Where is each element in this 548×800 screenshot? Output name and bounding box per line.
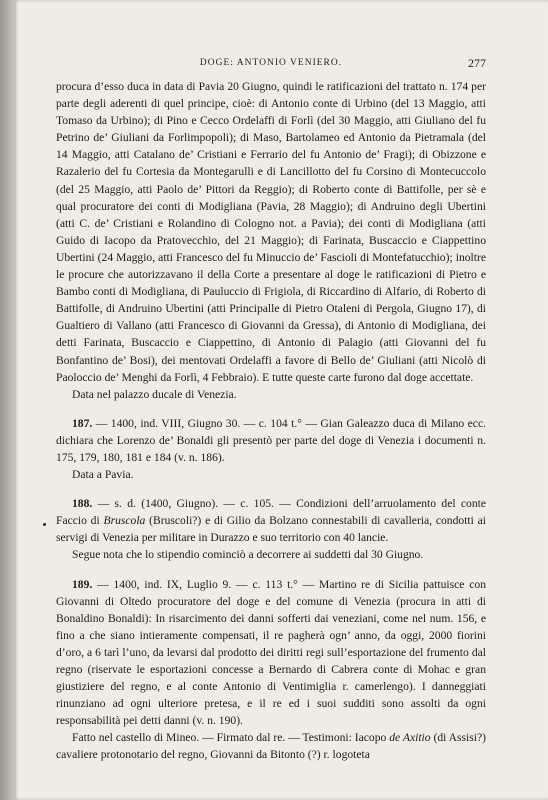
entry-text: — 1400, ind. IX, Luglio 9. — c. 113 t.° — Martino re di Sicilia pattuisce con Giovanni di Oltedo procuratore del doge e del comune di Venezia (procura in atti di Bonaldino Bonaldi): In risarcimento dei danni sofferti dai veneziani, come nel num. 156, e fino a che siano intieramente compensati, il re pagherà ogn’ anno, da oggi, 2000 fiorini d’oro, a 6 tarì l’uno, da levarsi dal prodotto dei diritti regi sull’esportazione del frumento dal regno (riservate le esportazioni concesse a Bernardo di Cabrera conte di Mohac e gran giustiziere del regno, e al conte Antonio di Ventimiglia r. camerlengo). I danneggiati rinunziano ad ogni ulteriore pretesa, e il re ed i suoi sudditi sono assolti da ogni responsabilità pei detti danni (v. n. 190). xyxy=(56,577,486,728)
entry-number: 188. xyxy=(72,497,93,511)
dating-clause: Data nel palazzo ducale di Venezia. xyxy=(72,387,237,401)
entry-text: (Bruscoli?) e di Gilio da Bolzano connestabili di cavalleria, condotti ai servigi di Venezia per militare in Durazzo e suo territorio con 40 lancie. xyxy=(56,514,487,545)
entry-text-italic: Bruscola xyxy=(103,514,146,528)
entry-text: — 1400, ind. VIII, Giugno 30. — c. 104 t.° — Gian Galeazzo duca di Milano ecc. dichiara che Lorenzo de’ Bonaldi gli presentò per parte del doge di Venezia i documenti n. 175, 179, 180, 181 e 184 (v. n. 186). xyxy=(56,416,486,464)
entry-dating-text: (di Assisi?) cavaliere protonotario del regno, Giovanni da Bitonto (?) r. logoteta xyxy=(56,731,486,762)
book-binding-edge xyxy=(0,0,14,800)
entry-dating-italic: de Axitio xyxy=(389,731,431,745)
entry-188-note: Segue nota che lo stipendio cominciò a decorrere ai suddetti dal 30 Giugno. xyxy=(72,548,424,562)
ink-speck xyxy=(43,523,46,526)
entry-189 xyxy=(56,576,486,730)
entry-number: 187. xyxy=(72,416,93,430)
entry-dating-text: Fatto nel castello di Mineo. — Firmato dal re. — Testimoni: Iacopo xyxy=(72,731,390,745)
entry-189-dating xyxy=(56,729,486,763)
page-number: 277 xyxy=(468,56,486,70)
entry-187-dating: Data a Pavia. xyxy=(72,468,134,482)
continued-paragraph: procura d’esso duca in data di Pavia 20 Giugno, quindi le ratificazioni del trattato n. 174 per parte degli aderenti di quel principe, cioè: di Antonio conte di Urbino (del 13 Maggio, atti Tomaso da Urbino); di Pino e Cecco Ordelaffi di Forlì (del 30 Maggio, atti Giuliano del fu Petrino de’ Giuliani da Forlimpopoli); di Maso, Bartolameo ed Antonio da Pietramala (del 14 Maggio, atti Catalano de’ Cristiani e Ferrario del fu Antonio de’ Fragi); di Obizzone e Razalerio del fu Cortesia da Montegarulli e di Lancillotto del fu Corsino di Montecuccolo (del 25 Maggio, atti Paolo de’ Pittori da Reggio); di Roberto conte di Battifolle, per sè e qual procuratore dei conti di Modigliana (Pavia, 28 Maggio); di Andruino degli Ubertini (atti C. de’ Cristiani e Rolandino di Cologno not. a Pavia); dei conti di Modigliana (atti Guido di Iacopo da Pratovecchio, del 21 Maggio); di Farinata, Buscaccio e Ciappettino Ubertini (24 Maggio, atti Francesco del fu Minuccio de’ Fascioli di Montefatucchio); inoltre le procure che autorizzavano il della Corte a presentare al doge le ratificazioni di Pietro e Bambo conti di Modigliana, di Pauluccio di Frigiola, di Riccardino di Alfario, di Roberto di Battifolle, di Andruino Ubertini (atti Principalle di Pietro Otaleni di Pergola, Giugno 17), di Gualtiero di Vallano (atti Francesco di Giovanni da Gressa), di Antonio di Modigliana, dei detti Farinata, Buscaccio e Ciappettino, di Antonio di Palagio (atti Giovanni del fu Bonfantino de’ Bosi), dei mentovati Ordelaffi a favore di Bello de’ Giuliani (atti Nicolò di Paoloccio de’ Menghi da Forlì, 4 Febbraio). E tutte queste carte furono dal doge accettate. xyxy=(56,80,486,384)
page-body xyxy=(56,78,486,764)
entry-188 xyxy=(56,495,486,546)
entry-text: — s. d. (1400, Giugno). — c. 105. — Condizioni dell’arruolamento del conte Faccio di xyxy=(56,497,486,528)
entry-number: 189. xyxy=(72,577,93,591)
running-title: DOGE: ANTONIO VENIERO. xyxy=(199,58,343,68)
entry-187 xyxy=(56,415,486,466)
